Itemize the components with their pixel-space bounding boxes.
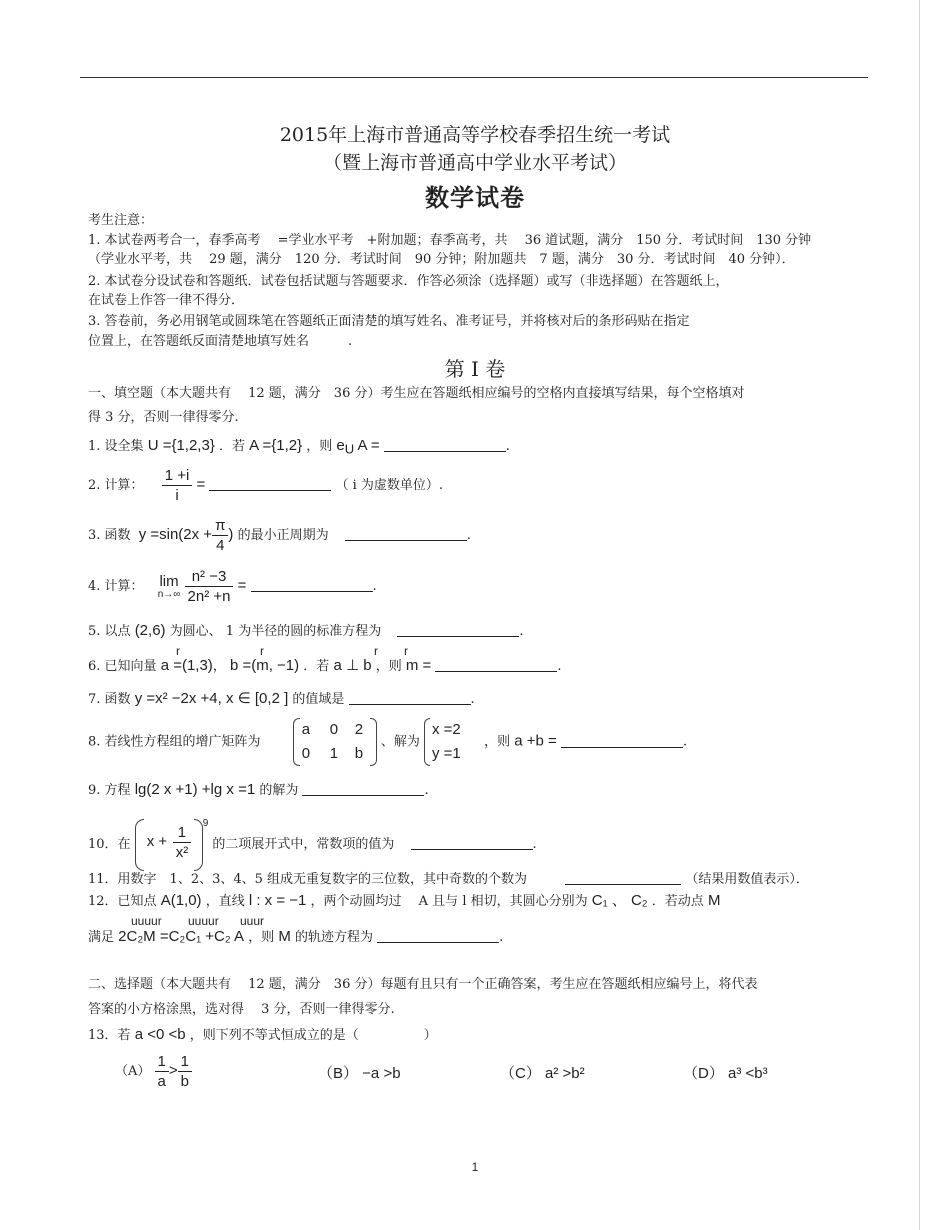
binomial-expression: x + $\frac{1}{\text{x²}}$ [135, 819, 203, 871]
answer-blank [302, 781, 424, 796]
answer-blank [251, 577, 373, 592]
question-13: 13．若 a <0 <b ，则下列不等式恒成立的是（ ） [88, 1026, 437, 1043]
answer-blank [209, 476, 331, 491]
answer-blank [565, 870, 681, 885]
question-6: 6. 已知向量 a =(1,3)， b =(m, −1) ．若 a ⊥ b ，则 m = . [88, 657, 562, 674]
exam-title: 2015年上海市普通高等学校春季招生统一考试 [279, 124, 671, 146]
section-title: 第 Ⅰ 卷 [444, 357, 506, 381]
exam-subtitle: （暨上海市普通高中学业水平考试） [322, 152, 627, 174]
paper-title: 数学试卷 [425, 183, 525, 212]
notice-line-3: 2. 本试卷分设试卷和答题纸．试卷包括试题与答题要求．作答必须涂（选择题）或写（非选择题）在答题纸上， [88, 274, 729, 289]
vector-arrow: uuuur [131, 914, 162, 928]
fraction: $\frac{\pi}{4}$ [212, 516, 228, 555]
answer-blank [345, 526, 467, 541]
question-1: 1. 设全集 U ={1,2,3} ．若 A ={1,2} ，则 $e_U$ A = . [88, 437, 510, 457]
augmented-matrix: a 0 2 0 1 b [293, 718, 377, 766]
question-2: 2. 计算： $\frac{1 +i}{i}$ = （ i 为虚数单位）. [88, 467, 444, 504]
answer-blank [384, 437, 506, 452]
header-rule [80, 77, 868, 78]
vector-arrow: r [176, 644, 180, 658]
answer-blank [411, 835, 533, 850]
vector-arrow: r [374, 644, 378, 658]
option-d: （D） a³ <b³ [683, 1065, 768, 1082]
solution-system: x =2 y =1 [424, 718, 480, 766]
notice-heading: 考生注意： [88, 213, 154, 228]
fraction: $\frac{\text{n² −3}}{\text{2n² +n}}$ [185, 567, 234, 606]
fraction: $\frac{1}{a}$ [155, 1052, 169, 1091]
question-3: 3. 函数 y =sin(2x + $\frac{\pi}{4}$ ) 的最小正周期为 . [88, 517, 471, 554]
question-7: 7. 函数 y =x² −2x +4, x ∈ [0,2 ] 的值域是 . [88, 690, 475, 707]
question-10: 10．在 x + $\frac{1}{\text{x²}}$ $^9$ 的二项展开式中，常数项的值为 . [88, 816, 537, 871]
answer-blank [349, 690, 471, 705]
vector-arrow: r [404, 644, 408, 658]
question-8: 8. 若线性方程组的增广矩阵为 a 0 2 0 1 b 、解为 x =2 y =1 ，则 a +b = . [88, 718, 687, 766]
section2-intro-2: 答案的小方格涂黑，选对得 3 分，否则一律得零分. [88, 1002, 395, 1017]
answer-blank [561, 733, 683, 748]
option-c: （C） a² >b² [500, 1065, 585, 1082]
vector-arrow: r [260, 644, 264, 658]
fraction: $\frac{1 +i}{i}$ [162, 466, 193, 505]
notice-line-6: 位置上，在答题纸反面清楚地填写姓名 . [88, 334, 353, 349]
answer-blank [435, 657, 557, 672]
fraction: $\frac{1}{\text{x²}}$ [173, 823, 192, 862]
question-12-line-2: 满足 2C₂M =C₂C₁ +C₂ A ，则 M 的轨迹方程为 . [88, 928, 504, 945]
answer-blank [397, 622, 519, 637]
section1-intro-2: 得 3 分，否则一律得零分. [88, 410, 239, 425]
question-9: 9. 方程 lg(2 x +1) +lg x =1 的解为 . [88, 781, 429, 798]
option-a: （A） $\frac{1}{a}$ > $\frac{1}{b}$ [115, 1052, 192, 1091]
answer-blank [377, 928, 499, 943]
section1-intro-1: 一、填空题（本大题共有 12 题，满分 36 分）考生应在答题纸相应编号的空格内直接填写结果，每个空格填对 [88, 386, 745, 401]
option-b: （B） −a >b [318, 1065, 401, 1082]
question-4: 4. 计算： lim n→∞ $\frac{\text{n² −3}}{\text{2n² +n}}$ = . [88, 568, 377, 605]
notice-line-5: 3. 答卷前，务必用钢笔或圆珠笔在答题纸正面清楚的填写姓名、准考证号，并将核对后的条形码贴在指定 [88, 314, 690, 329]
question-11: 11．用数字 1、2、3、4、5 组成无重复数字的三位数，其中奇数的个数为 （结果用数值表示）． [88, 872, 809, 887]
question-12-line-1: 12．已知点 A(1,0) ，直线 l : x = −1 ，两个动圆均过 A 且与 l 相切，其圆心分别为 C₁ 、 C₂ ．若动点 M [88, 892, 721, 909]
fraction: $\frac{1}{b}$ [178, 1052, 192, 1091]
notice-line-4: 在试卷上作答一律不得分． [88, 293, 245, 308]
question-5: 5. 以点 (2,6) 为圆心、 1 为半径的圆的标准方程为 . [88, 622, 524, 639]
section2-intro-1: 二、选择题（本大题共有 12 题，满分 36 分）每题有且只有一个正确答案，考生应在答题纸相应编号上，将代表 [88, 977, 758, 992]
vector-arrow: uuuur [188, 914, 219, 928]
notice-line-2: （学业水平考，共 29 题，满分 120 分．考试时间 90 分钟；附加题共 7 题，满分 30 分．考试时间 40 分钟）． [88, 252, 795, 267]
page-number: 1 [471, 1160, 479, 1174]
vector-arrow: uuur [240, 914, 265, 928]
limit: lim n→∞ [157, 572, 181, 600]
notice-line-1: 1. 本试卷两考合一，春季高考 =学业水平考 +附加题；春季高考，共 36 道试题，满分 150 分．考试时间 130 分钟 [88, 233, 812, 248]
